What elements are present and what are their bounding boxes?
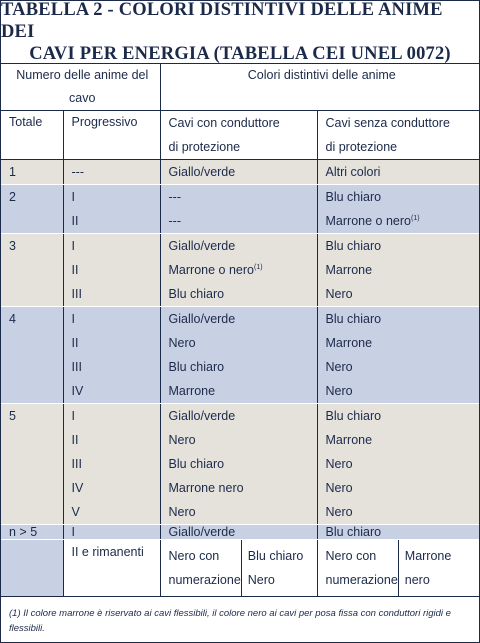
con-text: ---: [168, 190, 182, 204]
senza-text: Marrone: [325, 433, 373, 447]
total-value: 4: [9, 312, 16, 326]
senza-value: [326, 355, 476, 379]
table-title: [1, 1, 479, 64]
senza-text: Marrone o nero: [325, 214, 411, 228]
total-cell: n > 5: [1, 525, 63, 540]
con-text: Blu chiaro: [168, 457, 225, 471]
header-progressivo: Progressivo: [63, 111, 160, 160]
senza-text: Blu chiaro: [325, 239, 382, 253]
senza-value: [326, 476, 476, 500]
con-text: Blu chiaro: [168, 360, 225, 374]
header-totale: Totale: [1, 111, 63, 160]
senza-value: [326, 160, 476, 184]
header-row-1: [1, 64, 479, 111]
prog-value: [72, 258, 156, 282]
prog-text: III: [71, 287, 82, 301]
con-a-line-1: Nero con: [168, 549, 220, 563]
prog-value: [72, 331, 156, 355]
total-cell: [1, 404, 63, 525]
senza-value: [326, 282, 476, 306]
senza-cell: Blu chiaro: [317, 525, 479, 540]
prog-value: [72, 282, 156, 306]
prog-text: III: [71, 457, 82, 471]
total-value: 1: [9, 165, 16, 179]
con-cell: [160, 404, 317, 525]
prog-text: I: [71, 190, 75, 204]
con-text: Marrone nero: [168, 481, 244, 495]
con-b-line-1: Blu chiaro: [247, 549, 304, 563]
group-row-n5-first: [1, 525, 479, 540]
cable-colors-table: [1, 64, 479, 616]
senza-value: [326, 379, 476, 403]
con-cell: [160, 185, 317, 234]
con-value: [169, 428, 313, 452]
total-value: 2: [9, 190, 16, 204]
prog-value: [72, 307, 156, 331]
prog-cell: [63, 404, 160, 525]
senza-value: [326, 209, 476, 233]
footnote: (1) Il colore marrone è riservato ai cavi flessibili, il colore nero ai cavi per posa fissa con conduttori rigidi e flessibili.: [1, 596, 479, 642]
senza-cell: [317, 307, 479, 404]
group-row: [1, 185, 479, 234]
prog-text: III: [71, 360, 82, 374]
header-senza-protezione: [317, 111, 479, 160]
senza-text: Nero: [325, 287, 353, 301]
groups-body: [1, 160, 479, 525]
senza-value: [326, 234, 476, 258]
senza-text: Blu chiaro: [325, 190, 382, 204]
senza-value: [326, 428, 476, 452]
con-cell: [160, 307, 317, 404]
senza-value: [326, 258, 476, 282]
prog-value: [72, 500, 156, 524]
total-cell: [1, 307, 63, 404]
senza-text: Nero: [325, 481, 353, 495]
con-text: Giallo/verde: [168, 165, 236, 179]
con-value: [169, 404, 313, 428]
total-cell: [1, 160, 63, 185]
con-text: Giallo/verde: [168, 312, 236, 326]
con-value: [169, 234, 313, 258]
total-value: 3: [9, 239, 16, 253]
senza-value: [326, 404, 476, 428]
total-value: 5: [9, 409, 16, 423]
header-senza-line-1: Cavi senza conduttore: [325, 116, 450, 130]
con-text: Nero: [168, 336, 196, 350]
con-value: [169, 160, 313, 184]
header-numero: Numero delle anime del cavo: [1, 64, 160, 111]
con-value: [169, 379, 313, 403]
con-value: [169, 307, 313, 331]
senza-value: [326, 331, 476, 355]
con-value: [169, 209, 313, 233]
prog-cell: [63, 185, 160, 234]
prog-cell: I: [63, 525, 160, 540]
senza-text: Nero: [325, 360, 353, 374]
prog-value: [72, 428, 156, 452]
senza-cell: [317, 160, 479, 185]
senza-text: Blu chiaro: [325, 409, 382, 423]
senza-cell: [317, 185, 479, 234]
senza-text: Marrone: [325, 263, 373, 277]
senza-text: Nero: [325, 457, 353, 471]
senza-value: [326, 452, 476, 476]
con-value: [169, 355, 313, 379]
con-text: Marrone: [168, 384, 216, 398]
group-row: [1, 234, 479, 307]
prog-value: [72, 404, 156, 428]
con-cell: Giallo/verde: [160, 525, 317, 540]
prog-value: [72, 185, 156, 209]
con-text: Nero: [168, 433, 196, 447]
senza-text: Marrone: [325, 336, 373, 350]
con-a-line-2: numerazione: [168, 573, 241, 587]
footnote-marker: (1): [253, 263, 263, 271]
senza-b-line-2: nero: [404, 573, 430, 587]
senza-text: Nero: [325, 384, 353, 398]
senza-cell: [317, 404, 479, 525]
prog-text: I: [71, 239, 75, 253]
con-text: ---: [168, 214, 182, 228]
prog-value: [72, 476, 156, 500]
con-text: Giallo/verde: [168, 409, 236, 423]
prog-text: IV: [71, 384, 84, 398]
prog-text: II: [71, 263, 79, 277]
prog-cell: [63, 307, 160, 404]
senza-text: Altri colori: [325, 165, 381, 179]
con-value: [169, 258, 313, 282]
header-colori: Colori distintivi delle anime: [160, 64, 479, 111]
senza-a-line-2: numerazione: [325, 573, 398, 587]
prog-value: [72, 234, 156, 258]
con-value: [169, 282, 313, 306]
senza-b-line-1: Marrone: [404, 549, 452, 563]
title-line-2: CAVI PER ENERGIA (TABELLA CEI UNEL 0072): [29, 44, 451, 64]
prog-value: [72, 452, 156, 476]
prog-value: [72, 160, 156, 184]
prog-text: II: [71, 336, 79, 350]
con-text: Blu chiaro: [168, 287, 225, 301]
footnote-marker: (1): [410, 214, 420, 222]
con-text: Marrone o nero: [168, 263, 254, 277]
header-con-protezione: [160, 111, 317, 160]
senza-value: [326, 307, 476, 331]
title-line-1: TABELLA 2 - COLORI DISTINTIVI DELLE ANIME DEI: [1, 0, 443, 42]
group-row: [1, 307, 479, 404]
senza-cell: [317, 234, 479, 307]
senza-a-line-1: Nero con: [325, 549, 377, 563]
prog-text: V: [71, 505, 80, 519]
senza-text: Nero: [325, 505, 353, 519]
total-cell: [1, 234, 63, 307]
senza-value: [326, 185, 476, 209]
prog-text: I: [71, 312, 75, 326]
header-con-line-1: Cavi con conduttore: [168, 116, 280, 130]
header-senza-line-2: di protezione: [325, 140, 398, 154]
senza-value: [326, 500, 476, 524]
prog-value: [72, 355, 156, 379]
prog-cell: [63, 160, 160, 185]
prog-text: I: [71, 409, 75, 423]
prog-cell: [63, 234, 160, 307]
group-row: [1, 160, 479, 185]
prog-text: IV: [71, 481, 84, 495]
con-text: Giallo/verde: [168, 239, 236, 253]
con-b-line-2: Nero: [247, 573, 275, 587]
con-cell: [160, 160, 317, 185]
con-value: [169, 331, 313, 355]
total-cell: [1, 185, 63, 234]
con-value: [169, 476, 313, 500]
prog-value: [72, 379, 156, 403]
group-row: [1, 404, 479, 525]
header-con-line-2: di protezione: [168, 140, 241, 154]
prog-value: [72, 209, 156, 233]
header-row-2: [1, 111, 479, 160]
prog-text: ---: [71, 165, 84, 179]
con-cell: [160, 234, 317, 307]
prog-text: II: [71, 433, 79, 447]
con-value: [169, 185, 313, 209]
con-text: Nero: [168, 505, 196, 519]
prog-cell: II e rimanenti: [63, 540, 160, 617]
senza-text: Blu chiaro: [325, 312, 382, 326]
prog-text: II: [71, 214, 79, 228]
con-value: [169, 452, 313, 476]
con-value: [169, 500, 313, 524]
